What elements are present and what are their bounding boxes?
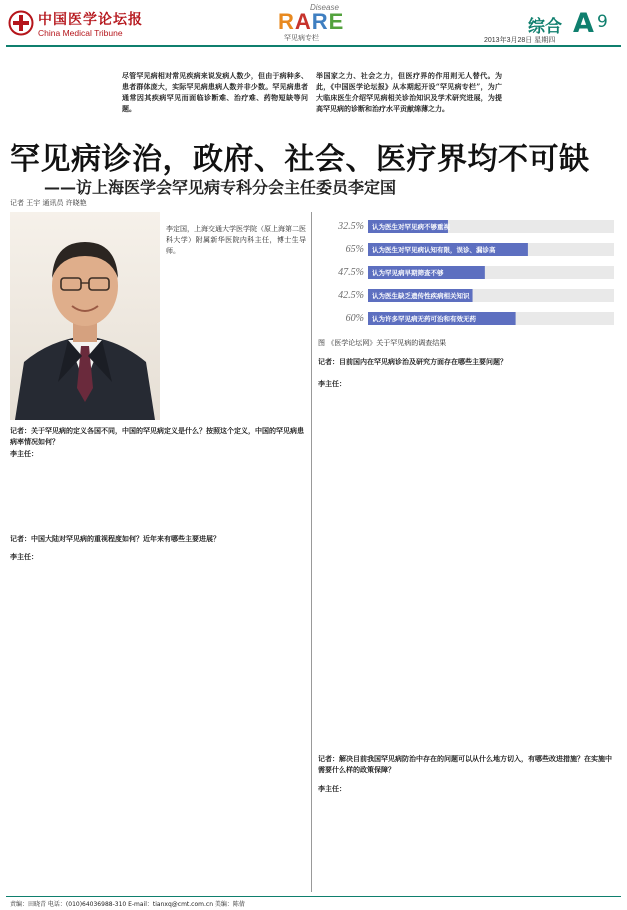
page-footer[interactable]: 责编：田晓青 电话：(010)64036988-310 E-mail：tianxq@cmt.com.cn 美编：陈倩 (10, 901, 245, 908)
answer-column (10, 551, 102, 563)
brand-chinese-name: 中国医学论坛报 (38, 12, 143, 28)
speaker-label: 李主任： (10, 552, 38, 561)
rare-letter: E (328, 9, 345, 34)
chart-value-label: 65% (345, 244, 364, 255)
newspaper-brand[interactable] (8, 6, 158, 40)
chart-category-label: 认为医生对罕见病不够重视 (372, 223, 450, 231)
speaker-label: 李主任： (318, 784, 346, 793)
chart-category-label: 认为医生缺乏遗传性疾病相关知识 (372, 292, 470, 300)
page-number: 9 (597, 12, 608, 32)
interview-question-solutions: 记者：解决目前我国罕见病防治中存在的问题可以从什么地方切入，有哪些改进措施？在实施中需要什么样的政策保障？ (318, 754, 612, 774)
article-headline: 罕见病诊治，政府、社会、医疗界均不可缺 (10, 142, 590, 177)
rare-letter: R (311, 9, 329, 34)
brand-logo-icon (8, 10, 34, 36)
rare-letter: A (294, 9, 312, 34)
brand-english-name: China Medical Tribune (38, 28, 123, 38)
answer-column (10, 448, 102, 460)
interviewee-bio: 李定国，上海交通大学医学院（原上海第二医科大学）附属新华医院内科主任，博士生导师。 (166, 225, 306, 255)
chart-value-label: 32.5% (338, 221, 364, 232)
chart-category-label: 认为罕见病早期筛查不够 (372, 269, 444, 277)
interviewee-photo (10, 212, 160, 420)
answer-column (318, 783, 412, 795)
rare-logo-disease-text: Disease (310, 3, 339, 12)
section-letter: A (573, 8, 594, 39)
chart-value-label: 60% (345, 313, 364, 324)
interview-question-progress: 记者：中国大陆对罕见病的重视程度如何？近年来有哪些主要进展？ (10, 534, 220, 543)
rare-logo-word (278, 9, 344, 35)
intro-paragraph-left: 尽管罕见病相对常见疾病来说发病人数少，但由于病种多、患者群体庞大，实际罕见病患病人数并非少数。罕见病患者通常因其疾病罕见而面临诊断难、治疗难、药物短缺等问题。 (122, 71, 308, 113)
speaker-label: 李主任： (10, 449, 38, 458)
survey-bar-chart (318, 214, 618, 332)
chart-value-label: 42.5% (338, 290, 364, 301)
article-subheadline: ——访上海医学会罕见病专科分会主任委员李定国 (44, 178, 397, 197)
chart-value-label: 47.5% (338, 267, 364, 278)
answer-column (318, 378, 412, 390)
chart-caption: 图 《医学论坛网》关于罕见病的调查结果 (318, 339, 447, 347)
issue-date: 2013年3月28日 星期四 (484, 37, 556, 44)
masthead (0, 0, 627, 46)
rare-disease-column-logo (272, 3, 350, 43)
masthead-rule (6, 45, 621, 47)
chart-category-label: 认为医生对罕见病认知有限，误诊、漏诊高 (372, 246, 496, 254)
interview-question-problems: 记者：目前国内在罕见病诊治及研究方面存在哪些主要问题？ (318, 357, 507, 366)
chart-category-label: 认为许多罕见病无药可治和有效无药 (372, 315, 476, 323)
footer-rule (6, 896, 621, 897)
intro-paragraph-right: 举国家之力、社会之力，但医疗界的作用则无人替代。为此，《中国医学论坛报》从本期起开设“罕见病专栏”，为广大临床医生介绍罕见病相关诊治知识及学术研究进展，为提高罕见病的诊断和治疗水平贡献绵薄之力。 (316, 71, 502, 113)
portrait-illustration-icon (10, 212, 160, 420)
interview-question-definition: 记者：关于罕见病的定义各国不同，中国的罕见病定义是什么？按照这个定义，中国的罕见病患病率情况如何？ (10, 426, 304, 446)
rare-logo-subtitle: 罕见病专栏 (284, 34, 319, 42)
speaker-label: 李主任： (318, 379, 346, 388)
column-divider (311, 212, 312, 892)
section-name: 综合 (528, 17, 562, 37)
article-byline: 记者 王宇 通讯员 许晓艳 (10, 199, 87, 207)
rare-letter: R (278, 9, 295, 34)
